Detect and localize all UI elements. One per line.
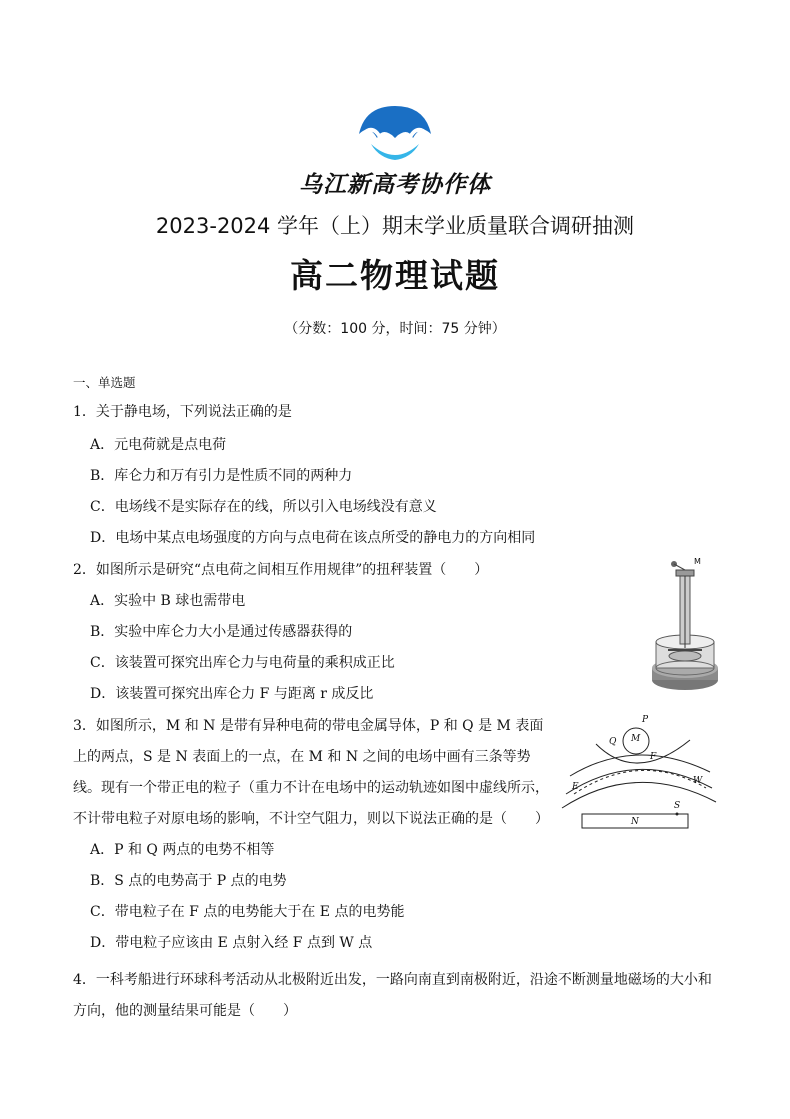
question-3-stem: 3．如图所示，M 和 N 是带有异种电荷的带电金属导体，P 和 Q 是 M 表面上的两点，S 是 N 表面上的一点，在 M 和 N 之间的电场中画有三条等势线。现有一个带正电的粒子（重力不计在电场中的运动轨迹如图中虚线所示，不计带电粒子对原电场的影响，不计空气阻力，则以下说法正确的是（ ） (73, 718, 549, 827)
figure-label-m: M (631, 734, 641, 744)
figure-label-f: F (650, 752, 657, 762)
torsion-balance-figure (650, 558, 720, 698)
question-4-stem: 4．一科考船进行环球科考活动从北极附近出发，一路向南直到南极附近，沿途不断测量地磁场的大小和方向，他的测量结果可能是（ ） (73, 972, 712, 1019)
score-time-info: （分数：100 分，时间：75 分钟） (284, 321, 506, 337)
section-heading: 一、单选题 (73, 375, 136, 390)
question-3-option-d: D．带电粒子应该由 E 点射入经 F 点到 W 点 (90, 935, 373, 951)
organization-logo (355, 104, 435, 164)
question-2-option-d: D．该装置可探究出库仑力 F 与距离 r 成反比 (90, 686, 374, 702)
question-3-option-c: C．带电粒子在 F 点的电势能大于在 E 点的电势能 (90, 904, 405, 920)
question-2-option-a: A．实验中 B 球也需带电 (90, 593, 246, 609)
page-title: 高二物理试题 (290, 256, 500, 295)
figure-label-p: P (642, 715, 649, 725)
figure-label-q: Q (609, 737, 617, 747)
question-2-option-b: B．实验中库仑力大小是通过传感器获得的 (90, 624, 353, 640)
question-3-option-b: B．S 点的电势高于 P 点的电势 (90, 873, 287, 889)
question-1-option-a: A．元电荷就是点电荷 (90, 437, 227, 453)
question-1-option-d: D．电场中某点电场强度的方向与点电荷在该点所受的静电力的方向相同 (90, 530, 536, 546)
electric-field-figure (560, 714, 720, 834)
question-1-option-c: C．电场线不是实际存在的线，所以引入电场线没有意义 (90, 499, 437, 515)
question-1-option-b: B．库仑力和万有引力是性质不同的两种力 (90, 468, 353, 484)
figure-label-m: M (694, 557, 701, 566)
figure-label-n: N (631, 817, 639, 827)
question-1-stem: 1．关于静电场，下列说法正确的是 (73, 404, 292, 420)
exam-subtitle: 2023-2024 学年（上）期末学业质量联合调研抽测 (155, 214, 635, 238)
question-2-option-c: C．该装置可探究出库仑力与电荷量的乘积成正比 (90, 655, 395, 671)
question-2-stem: 2．如图所示是研究“点电荷之间相互作用规律”的扭秤装置（ ） (73, 562, 489, 578)
organization-name: 乌江新高考协作体 (299, 172, 491, 198)
figure-label-w: W (693, 776, 703, 786)
figure-label-e: E (572, 782, 579, 792)
figure-label-s: S (674, 801, 681, 811)
question-3-option-a: A．P 和 Q 两点的电势不相等 (90, 842, 275, 858)
